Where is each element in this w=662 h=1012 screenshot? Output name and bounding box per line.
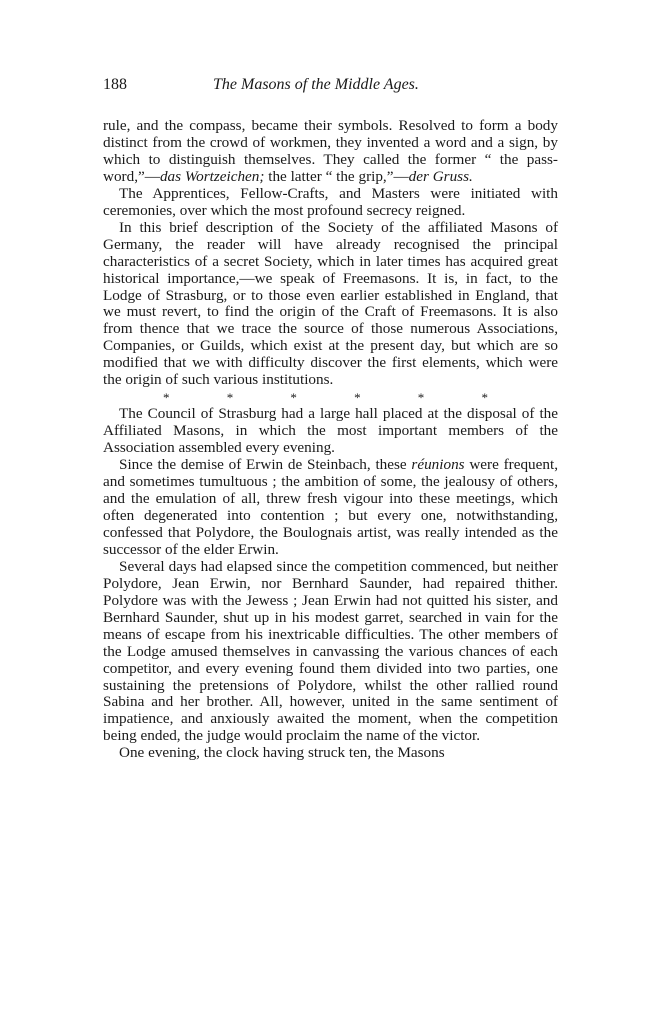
section-break-asterisks bbox=[103, 389, 558, 406]
paragraph-6: Several days had elapsed since the competition commenced, but neither Polydore, Jean Erwin, nor Bernhard Saunder, had repaired thither. Polydore was with the Jewess ; Jean Erwin had not quitted his sister, and Bernhard Saunder, shut up in his modest garret, searched in vain for the means of escape from his inextricable difficulties. The other members of the Lodge amused themselves in canvassing the various chances of each competitor, and every evening found them divided into two parties, one sustaining the pretensions of Polydore, whilst the other rallied round Sabina and her brother. All, however, united in the same sentiment of impatience, and anxiously awaited the moment, when the competition being ended, the judge would proclaim the name of the victor. bbox=[103, 557, 558, 745]
running-title: The Masons of the Middle Ages. bbox=[213, 76, 419, 93]
asterisk: * bbox=[354, 390, 361, 406]
page-header bbox=[103, 76, 558, 102]
paragraph-7: One evening, the clock having struck ten, the Masons bbox=[119, 744, 445, 762]
asterisk: * bbox=[417, 390, 425, 406]
asterisk: * bbox=[226, 390, 234, 406]
book-page bbox=[103, 76, 558, 762]
paragraph-5: Since the demise of Erwin de Steinbach, these réunions were frequent, and sometimes tumultuous ; the ambition of some, the jealousy of others, and the emulation of all, threw fresh vigour into these meetings, which often degenerated into contention ; but every one, notwithstanding, confessed that Polydore, the Boulognais artist, was really intended as the successor of the elder Erwin. bbox=[103, 456, 559, 558]
paragraph-1: rule, and the compass, became their symbols. Resolved to form a body distinct from the crowd of workmen, they invented a word and a sign, by which to distinguish themselves. They called the former “ the pass-word,”—das Wortzeichen; the latter “ the grip,”—der Gruss. bbox=[103, 117, 558, 185]
asterisk: * bbox=[481, 390, 488, 406]
paragraph-4: The Council of Strasburg had a large hall placed at the disposal of the Affiliated Masons, in which the most important members of the Association assembled every evening. bbox=[103, 405, 558, 457]
body-text bbox=[103, 118, 558, 762]
asterisk: * bbox=[290, 390, 297, 406]
asterisk: * bbox=[163, 390, 170, 406]
paragraph-2: The Apprentices, Fellow-Crafts, and Masters were initiated with ceremonies, over which the most profound secrecy reigned. bbox=[103, 184, 558, 219]
page-number: 188 bbox=[103, 76, 127, 93]
paragraph-3: In this brief description of the Society of the affiliated Masons of Germany, the reader will have already recognised the principal characteristics of a secret Society, which in later times has acquired great historical importance,—we speak of Freemasons. It is, in fact, to the Lodge of Strasburg, or to those even earlier established in England, that we must revert, to find the origin of the Craft of Freemasons. It is also from thence that we trace the source of those numerous Associations, Companies, or Guilds, which exist at the present day, but which are so modified that we with difficulty discover the first elements, which were the origin of such various institutions. bbox=[103, 218, 558, 389]
